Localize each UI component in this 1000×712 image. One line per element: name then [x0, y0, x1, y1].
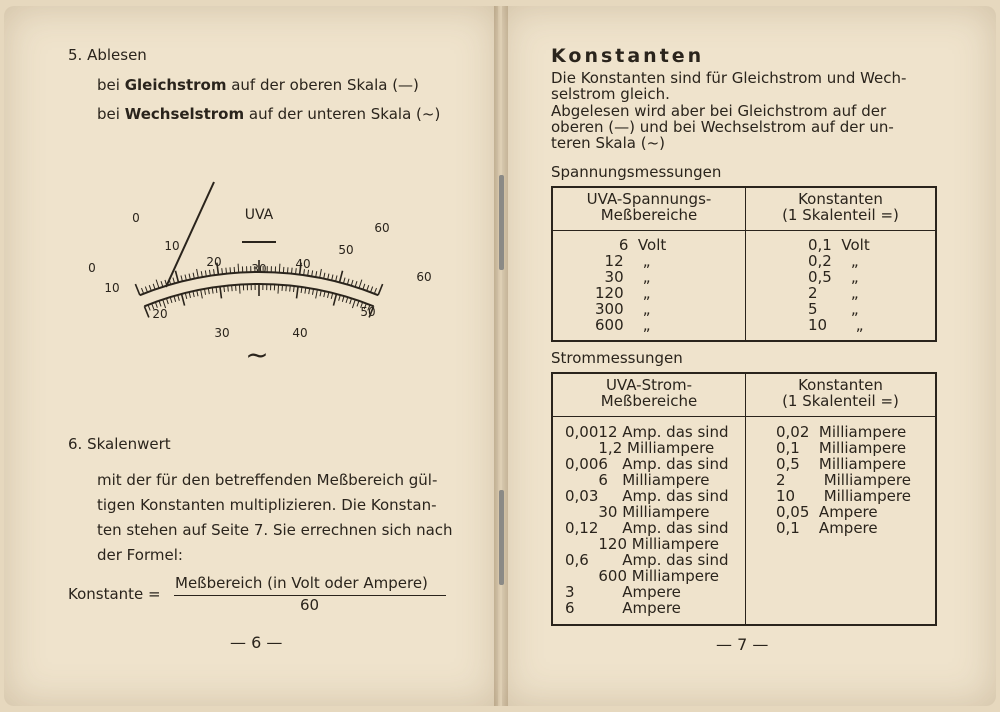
- formula-numerator: Meßbereich (in Volt oder Ampere): [175, 574, 428, 592]
- table-cell: 0,05 Ampere: [776, 502, 878, 521]
- upper-tick-label: 60: [374, 221, 390, 235]
- lower-tick: [204, 289, 205, 295]
- lower-tick: [333, 294, 336, 306]
- upper-tick: [371, 287, 373, 293]
- lower-tick: [224, 286, 225, 292]
- step6-line: mit der für den betreffenden Meßbereich gül-: [97, 471, 438, 489]
- wechselstrom-bold: Wechselstrom: [124, 105, 245, 123]
- current-col2-header: [746, 373, 937, 416]
- upper-tick: [181, 276, 182, 282]
- page-title: Konstanten: [551, 45, 705, 67]
- upper-tick-label: 0: [132, 211, 140, 225]
- voltage-col1-header: [552, 187, 746, 231]
- table-cell: 0,02 Milliampere: [776, 422, 907, 441]
- upper-tick: [359, 280, 362, 289]
- table-cell: 120 Milliampere: [565, 534, 720, 553]
- upper-tick: [347, 279, 349, 285]
- upper-tick: [363, 284, 365, 290]
- upper-tick: [197, 269, 199, 278]
- lower-tick: [144, 306, 148, 317]
- lower-tick: [193, 291, 194, 297]
- table-cell: 0,2 „: [808, 252, 859, 271]
- upper-tick: [328, 274, 329, 280]
- upper-tick: [173, 278, 175, 284]
- lower-tick: [197, 290, 198, 296]
- lower-tick: [216, 287, 217, 293]
- lower-tick: [297, 287, 299, 299]
- upper-tick-label: 20: [206, 255, 222, 269]
- header-line: UVA-Strom-: [605, 376, 693, 394]
- line2-prefix: bei: [97, 105, 125, 123]
- lower-tick: [352, 300, 355, 309]
- lower-tick: [201, 290, 203, 299]
- header-line: UVA-Spannungs-: [586, 190, 712, 208]
- table-cell: 0,1 Ampere: [776, 518, 878, 537]
- voltage-table: [551, 186, 937, 342]
- line1-suffix: auf der oberen Skala (—): [226, 76, 419, 94]
- lower-tick-label: 20: [152, 307, 168, 321]
- upper-tick: [226, 268, 227, 274]
- lower-tick-label: 60: [416, 270, 432, 284]
- intro-line: teren Skala (~): [551, 134, 665, 152]
- step6-line: der Formel:: [97, 546, 183, 564]
- upper-tick-label: 10: [164, 239, 180, 253]
- intro-line: selstrom gleich.: [551, 85, 670, 103]
- lower-tick: [324, 291, 325, 297]
- table-cell: 0,1 Milliampere: [776, 438, 907, 457]
- upper-tick: [374, 288, 376, 294]
- upper-tick: [367, 285, 369, 291]
- upper-tick-label: 40: [295, 257, 311, 271]
- lower-tick-label: 30: [214, 326, 230, 340]
- upper-tick: [343, 278, 345, 284]
- lower-tick: [148, 305, 150, 311]
- lower-tick: [189, 292, 190, 298]
- lower-tick: [159, 301, 161, 307]
- header-line: Meßbereiche: [600, 392, 698, 410]
- lower-tick: [182, 294, 185, 306]
- table-cell: 0,1 Volt: [808, 236, 870, 255]
- upper-tick: [287, 267, 288, 273]
- table-cell: 10 Milliampere: [776, 486, 911, 505]
- current-constants: [746, 416, 937, 625]
- lower-tick: [212, 288, 213, 294]
- upper-tick: [332, 275, 333, 281]
- lower-tick: [178, 295, 180, 301]
- line2-suffix: auf der unteren Skala (~): [244, 105, 441, 123]
- dial-uva-label: UVA: [244, 207, 274, 223]
- table-cell: 5 „: [808, 300, 859, 319]
- step6-heading: 6. Skalenwert: [68, 435, 171, 453]
- formula-denominator: 60: [300, 596, 320, 614]
- lower-tick: [286, 285, 287, 291]
- header-line: (1 Skalenteil =): [782, 392, 899, 410]
- table-cell: 6 Milliampere: [565, 470, 710, 489]
- voltage-caption: Spannungsmessungen: [551, 163, 722, 181]
- table-cell: 0,12 Amp. das sind: [565, 518, 729, 537]
- lower-tick: [278, 285, 279, 294]
- upper-tick: [145, 287, 147, 293]
- upper-tick: [292, 268, 293, 274]
- lower-tick: [232, 285, 233, 291]
- intro-line: oberen (—) und bei Wechselstrom auf der un-: [551, 118, 894, 136]
- table-cell: 1,2 Milliampere: [565, 438, 715, 457]
- lower-tick: [305, 288, 306, 294]
- upper-tick: [175, 271, 178, 283]
- table-cell: 30 Milliampere: [565, 502, 710, 521]
- upper-tick: [141, 288, 143, 294]
- upper-tick: [156, 280, 159, 289]
- staple-bottom: [499, 490, 504, 585]
- table-cell: 0,5 Milliampere: [776, 454, 907, 473]
- intro-line: Die Konstanten sind für Gleichstrom und Wech-: [551, 69, 907, 87]
- meter-dial-diagram: [0, 0, 500, 400]
- lower-tick: [290, 286, 291, 292]
- formula-lhs: Konstante =: [68, 585, 161, 603]
- lower-tick: [170, 297, 172, 303]
- upper-tick: [320, 269, 322, 278]
- lower-tick: [342, 296, 344, 302]
- table-cell: 2 „: [808, 284, 859, 303]
- lower-tick-label: 40: [292, 326, 308, 340]
- upper-tick: [222, 268, 223, 274]
- voltage-constants: [746, 231, 937, 341]
- lower-tick: [312, 289, 313, 295]
- lower-tick: [220, 287, 222, 299]
- lower-tick: [293, 286, 294, 292]
- table-cell: 0,6 Amp. das sind: [565, 550, 729, 569]
- header-line: Meßbereiche: [600, 206, 698, 224]
- upper-tick: [336, 276, 337, 282]
- upper-tick: [189, 274, 190, 280]
- line1-prefix: bei: [97, 76, 125, 94]
- header-line: Konstanten: [798, 190, 883, 208]
- upper-tick: [279, 264, 280, 273]
- table-cell: 6 Volt: [595, 236, 667, 255]
- upper-tick: [351, 280, 353, 286]
- table-cell: 6 Ampere: [565, 598, 681, 617]
- upper-tick: [340, 271, 343, 283]
- upper-tick: [238, 264, 239, 273]
- upper-tick: [185, 275, 186, 281]
- lower-tick: [346, 297, 348, 303]
- upper-tick-label: 50: [338, 243, 354, 257]
- table-cell: 300 „: [595, 300, 651, 319]
- table-cell: 0,006 Amp. das sind: [565, 454, 729, 473]
- table-cell: 0,5 „: [808, 268, 859, 287]
- lower-tick: [328, 292, 329, 298]
- step6-body: [97, 468, 453, 568]
- table-cell: 600 Milliampere: [565, 566, 720, 585]
- lower-tick: [316, 290, 318, 299]
- table-cell: 30 „: [595, 268, 651, 287]
- lower-tick: [208, 288, 209, 294]
- lower-tick: [185, 293, 186, 299]
- lower-tick: [320, 290, 321, 296]
- current-ranges: [552, 416, 746, 625]
- upper-tick: [149, 285, 151, 291]
- step5-heading: 5. Ablesen: [68, 46, 147, 64]
- table-cell: 0,03 Amp. das sind: [565, 486, 729, 505]
- lower-tick: [350, 298, 352, 304]
- upper-tick: [378, 284, 382, 295]
- current-caption: Strommessungen: [551, 349, 683, 367]
- table-cell: 0,0012 Amp. das sind: [565, 422, 729, 441]
- voltage-col2-header: [746, 187, 937, 231]
- upper-tick: [324, 273, 325, 279]
- page-number-6: — 6 —: [230, 633, 283, 652]
- table-cell: 12 „: [595, 252, 651, 271]
- upper-tick: [193, 273, 194, 279]
- upper-tick: [161, 281, 163, 287]
- voltage-ranges: [552, 231, 746, 341]
- current-col1-header: [552, 373, 746, 416]
- lower-tick: [331, 293, 332, 299]
- upper-tick-label: 30: [251, 262, 267, 276]
- current-table: [551, 372, 937, 626]
- lower-tick: [357, 301, 359, 307]
- table-cell: 120 „: [595, 284, 651, 303]
- page-number-7: — 7 —: [716, 635, 769, 654]
- intro-line: Abgelesen wird aber bei Gleichstrom auf der: [551, 102, 887, 120]
- table-cell: 3 Ampere: [565, 582, 681, 601]
- lower-tick: [174, 296, 176, 302]
- upper-tick: [230, 267, 231, 273]
- lower-tick-label: 0: [88, 261, 96, 275]
- header-line: Konstanten: [798, 376, 883, 394]
- step6-line: ten stehen auf Seite 7. Sie errechnen sich nach: [97, 521, 453, 539]
- lower-tick: [301, 287, 302, 293]
- gleichstrom-bold: Gleichstrom: [124, 76, 227, 94]
- table-cell: 600 „: [595, 316, 651, 335]
- table-cell: 10 „: [808, 316, 864, 335]
- upper-tick: [135, 284, 139, 295]
- lower-tick: [239, 285, 240, 294]
- upper-tick: [355, 281, 357, 287]
- header-line: (1 Skalenteil =): [782, 206, 899, 224]
- dial-ac-symbol: ~: [245, 338, 269, 371]
- step6-line: tigen Konstanten multiplizieren. Die Konstan-: [97, 496, 437, 514]
- lower-tick: [166, 298, 168, 304]
- lower-tick-label: 10: [104, 281, 120, 295]
- lower-tick: [339, 295, 341, 301]
- lower-tick: [309, 288, 310, 294]
- upper-tick: [153, 284, 155, 290]
- lower-tick-label: 50: [360, 305, 376, 319]
- intro-text: [551, 70, 906, 151]
- table-cell: 2 Milliampere: [776, 470, 911, 489]
- lower-tick: [228, 286, 229, 292]
- dial-needle: [166, 182, 214, 287]
